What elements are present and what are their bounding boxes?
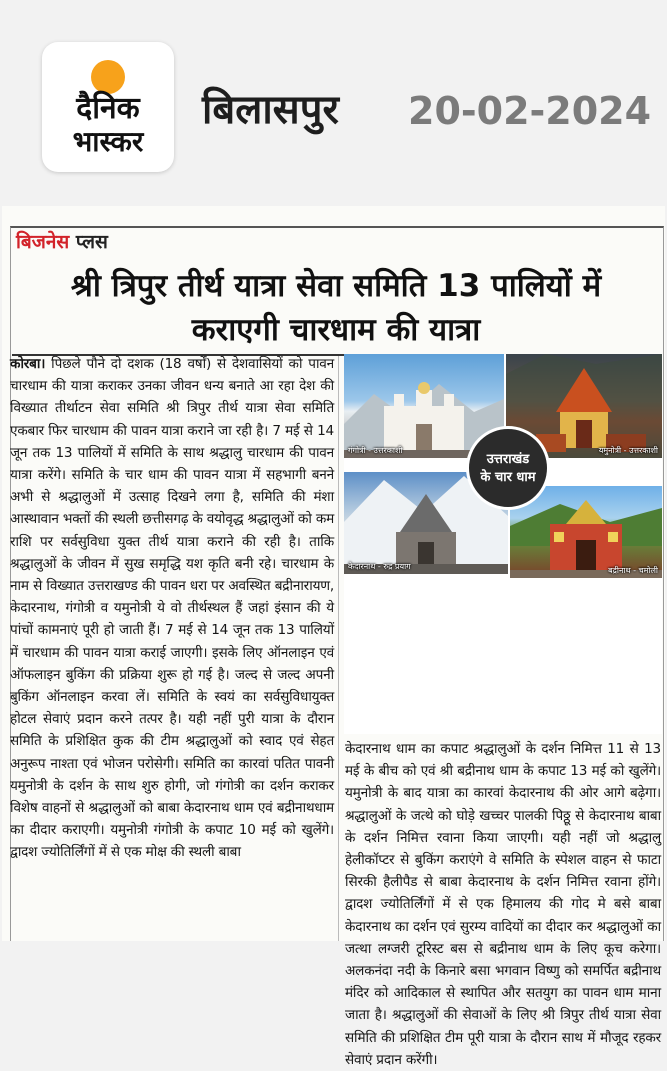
edition-date: 20-02-2024 [408, 89, 652, 133]
section-tag-main: बिजनेस [16, 231, 70, 253]
newspaper-clipping [2, 206, 665, 1068]
headline-line1: श्री त्रिपुर तीर्थ यात्रा सेवा समिति 13 पालियों में [70, 268, 602, 304]
caption-yamunotri: यमुनोत्री - उत्तरकाशी [598, 446, 658, 455]
body-text-left: पिछले पौने दो दशक (18 वर्षों) से देशवासियों को पावन चारधाम की यात्रा कराकर उनका जीवन धन्य बनाते आ रहा देश की विख्यात तीर्थाटन सेवा समिति श्री त्रिपुर तीर्थ यात्रा सेवा समिति एकबार फिर चारधाम की पावन यात्रा कराने जा रही है। 7 मई से 14 जून तक 13 पालियों में समिति के साथ श्रद्धालु चारधाम की पावन यात्रा करेंगे। समिति के चार धाम की पावन यात्रा में सहभागी बनने अभी से श्रद्धालुओं में उत्साह दिखने लगा है, समिति की मंशा आस्थावान भक्तों की स्थली छत्तीसगढ़ के वयोवृद्ध श्रद्धालुओं को कम राशि पर सर्वसुविधा युक्त तीर्थ यात्रा कराने की रही है। ताकि श्रद्धालुओं के जीवन में सुख समृद्धि यश कृति बनी रहे। चारधाम के नाम से विख्यात उत्तराखण्ड की पावन धरा पर अवस्थित बद्रीनारायण, केदारनाथ, गंगोत्री व यमुनोत्री ये वो तीर्थस्थल हैं जहां इंसान की ये पांचों कामनाएं पूरी हो जाती हैं। 7 मई से 14 जून तक 13 पालियों में चारधाम की पावन यात्रा कराई जाएगी। इसके लिए ऑनलाइन एवं ऑफलाइन बुकिंग की प्रक्रिया शुरू हो गई है। जल्द से जल्द अपनी बुकिंग ऑनलाइन करवा लें। समिति के स्वयं का सर्वसुविधायुक्त होटल सेवाएं प्रदान करने तत्पर है। यही नहीं पुरी यात्रा के दौरान समिति के प्रशिक्षित कुक की टीम श्रद्धालुओं को स्वाद एवं सेहत अनुरूप नाश्ता एवं भोजन परोसेगी। समिति का कारवां पतित पावनी यमुनोत्री के दर्शन के साथ शुरु होगी, जो गंगोत्री का दर्शन कराकर विशेष वाहनों से श्रद्धालुओं को बाबा केदारनाथ धाम एवं बद्रीनाथधाम का दीदार कराएगी। यमुनोत्री गंगोत्री के कपाट 10 मई को खुलेंगे। द्वादश ज्योतिर्लिंगों में से एक मोक्ष की स्थली बाबा [10, 356, 335, 861]
dateline: कोरबा। [10, 356, 46, 372]
caption-gangotri: गंगोत्री - उत्तरकाशी [348, 446, 403, 455]
dainik-bhaskar-logo [42, 42, 174, 172]
article-column-left [10, 353, 334, 941]
logo-text-line2: भास्कर [72, 125, 144, 158]
page-header [0, 0, 667, 200]
badge-line1: उत्तराखंड [486, 452, 530, 467]
sun-icon [91, 60, 125, 94]
char-dham-photo-collage [344, 354, 662, 734]
edition-city: बिलासपुर [202, 87, 339, 133]
section-tag [16, 228, 108, 256]
article-column-right [345, 738, 661, 1068]
caption-badrinath: बद्रीनाथ - चमोली [608, 566, 658, 575]
column-divider [338, 356, 339, 941]
char-dham-badge [466, 426, 550, 510]
caption-kedarnath: केदारनाथ - रुद्र प्रयाग [348, 562, 411, 571]
section-tag-plus: प्लस [75, 231, 108, 253]
headline-line2: कराएगी चारधाम की यात्रा [191, 312, 481, 348]
badge-line2: के चार धाम [480, 470, 536, 485]
logo-text-line1: दैनिक [76, 91, 140, 126]
body-text-right: केदारनाथ धाम का कपाट श्रद्धालुओं के दर्शन निमित्त 11 से 13 मई के बीच को एवं श्री बद्रीनाथ धाम के कपाट 13 मई को खुलेंगे। यमुनोत्री के बाद यात्रा का कारवां केदारनाथ की ओर आगे बढ़ेगा। श्रद्धालुओं के जत्थे को घोड़े खच्चर पालकी पिठ्ठू से केदारनाथ बाबा के दर्शन निमित्त रवाना किया जाएगी। यही नहीं जो श्रद्धालु हेलीकॉप्टर से बुकिंग कराएंगे वे समिति के स्पेशल वाहन से फाटा सिरकी हैलीपैड से बाबा केदारनाथ के दर्शन निमित्त रवाना होंगे। द्वादश ज्योतिर्लिंगों में से एक हिमालय की गोद मे बसे बाबा केदारनाथ का दर्शन एवं सुरम्य वादियों का दीदार कर श्रद्धालुओं का जत्था लग्जरी टूरिस्ट बस से बद्रीनाथ धाम के लिए कूच करेगा। अलकनंदा नदी के किनारे बसा भगवान विष्णु को समर्पित बद्रीनाथ मंदिर को आदिकाल से स्थापित और सतयुग का पावन धाम माना जाता है। श्रद्धालुओं की सेवाओं के लिए श्री त्रिपुर तीर्थ यात्रा सेवा समिति की प्रशिक्षित टीम पूरी यात्रा के दौरान साथ में मौजूद रहकर सेवाएं प्रदान करेंगी। [345, 741, 661, 1068]
